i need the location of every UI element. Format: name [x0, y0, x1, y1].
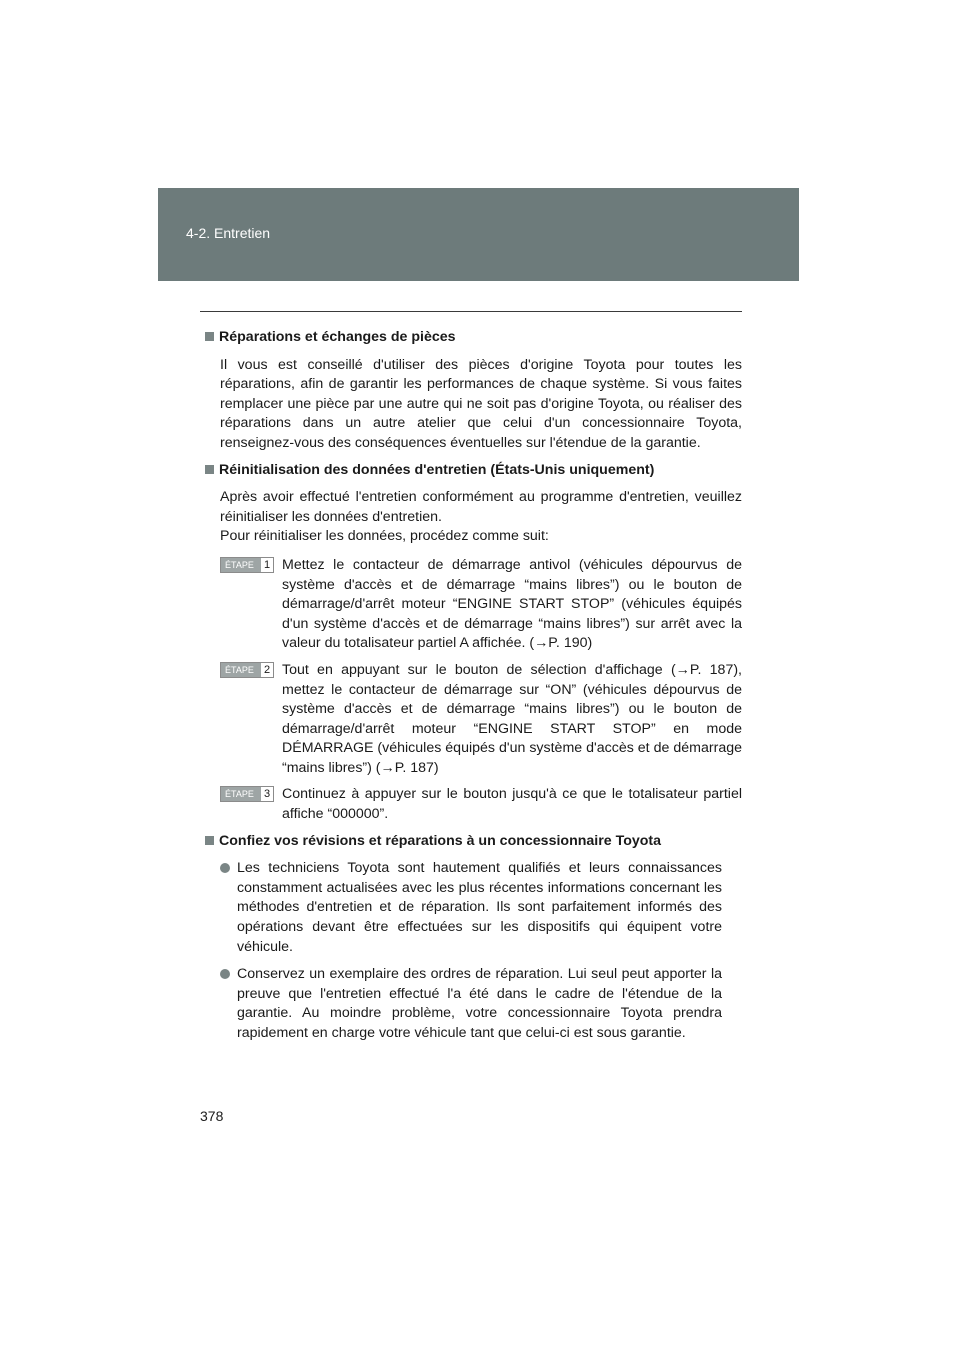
heading-text: Confiez vos révisions et réparations à un concessionnaire Toyota: [219, 832, 662, 849]
list-item: [237, 965, 722, 1043]
heading-text: Réparations et échanges de pièces: [219, 329, 456, 345]
step-3: [225, 785, 742, 824]
step-badge-label: ÉTAPE: [221, 663, 261, 677]
reset-intro-2: Pour réinitialiser les données, procédez comme suit:: [220, 528, 549, 545]
repairs-body: Il vous est conseillé d'utiliser des pièces d'origine Toyota pour toutes les réparations, afin de garantir les performances de chaque système. Si vous faites remplacer une pièce par une autre qui ne soit pas d'origine Toyota, ou réaliser des réparations dans un autre atelier que celui d'un concessionnaire Toyota, renseignez-vous des conséquences éventuelles sur l'étendue de la garantie.: [220, 356, 742, 451]
step-text: Continuez à appuyer sur le bouton jusqu'à ce que le totalisateur partiel affiche “000000”.: [282, 786, 742, 823]
page-number: 378: [200, 1108, 224, 1124]
header-band: [158, 188, 799, 281]
bullet-text: Conservez un exemplaire des ordres de réparation. Lui seul peut apporter la preuve que l'entretien effectué l'a été dans le cadre de l'étendue de la garantie. Au moindre problème, votre concessionnaire Toyota prendra rapidement en charge votre véhicule tant que celui-ci est sous garantie.: [237, 966, 722, 1041]
section-heading-reset: [205, 461, 742, 481]
step-badge-number: 2: [263, 663, 271, 676]
square-bullet-icon: [205, 836, 214, 845]
square-bullet-icon: [205, 465, 214, 474]
step-badge-label: ÉTAPE: [221, 787, 261, 801]
top-divider: [200, 311, 742, 312]
step-badge: [220, 786, 274, 802]
square-bullet-icon: [205, 332, 214, 341]
heading-text: Réinitialisation des données d'entretien (États-Unis uniquement): [219, 461, 655, 478]
step-2: [225, 661, 742, 779]
step-badge-label: ÉTAPE: [221, 558, 261, 572]
section-heading-repairs: [205, 328, 742, 348]
step-badge-number: 3: [263, 788, 271, 801]
page-content: [205, 328, 742, 1052]
list-item: [237, 859, 722, 957]
section-heading-dealer: [205, 832, 742, 852]
circle-bullet-icon: [220, 863, 230, 873]
step-text: Mettez le contacteur de démarrage antivol (véhicules dépourvus de système d'accès et de démarrage “mains libres”) ou le bouton de démarrage/d'arrêt moteur “ENGINE START STOP” (véhicules équipés d'un système d'accès et de démarrage “mains libres”) sur arrêt avec la valeur du totalisateur partiel A affichée. (→P. 190): [282, 556, 742, 652]
circle-bullet-icon: [220, 969, 230, 979]
section-title: 4-2. Entretien: [186, 225, 271, 241]
step-badge: [220, 662, 274, 678]
step-1: [225, 556, 742, 654]
step-badge-number: 1: [263, 558, 271, 571]
reset-intro: Après avoir effectué l'entretien conformément au programme d'entretien, veuillez réinitialiser les données d'entretien.: [220, 489, 742, 525]
step-text: Tout en appuyant sur le bouton de sélection d'affichage (→P. 187), mettez le contacteur de démarrage sur “ON” (véhicules dépourvus de système d'accès et de démarrage “mains libres”) ou le bouton de démarrage/d'arrêt moteur “ENGINE START STOP” en mode DÉMARRAGE (véhicules équipés d'un système d'accès et de démarrage “mains libres”) (→P. 187): [282, 661, 742, 776]
step-badge: [220, 557, 274, 573]
bullet-text: Les techniciens Toyota sont hautement qualifiés et leurs connaissances constamment actualisées avec les plus récentes informations concernant les méthodes d'entretien et de réparation. Ils sont parfaitement informés des opérations devant être effectuées sur les dispositifs qui équipent votre véhicule.: [237, 860, 722, 955]
